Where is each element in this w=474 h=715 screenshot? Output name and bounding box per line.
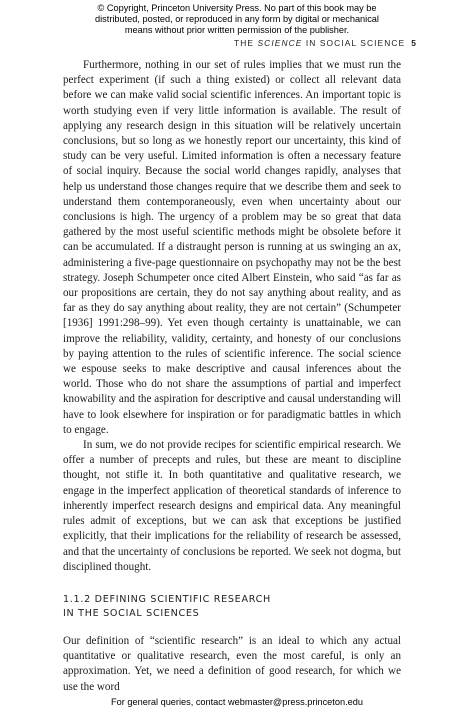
running-head: [234, 38, 417, 48]
footer-contact: For general queries, contact webmaster@press.princeton.edu: [111, 697, 363, 707]
section-paragraph: Our definition of “scientific research” is an ideal to which any actual quantitative or qualitative research, even the most careful, is only an approximation. Yet, we need a definition of good research, for which we use the word: [63, 634, 401, 693]
section-heading-line-2: IN THE SOCIAL SCIENCES: [63, 608, 200, 620]
section-heading-line-1: 1.1.2 DEFINING SCIENTIFIC RESEARCH: [63, 593, 271, 605]
running-head-emphasis: SCIENCE: [257, 38, 303, 48]
body-paragraph: Furthermore, nothing in our set of rules implies that we must run the perfect experiment (if such a thing existed) or collect all relevant data before we can make valid social scientific inferences. An important topic is worth studying even if very little information is available. The result of applying any research design in this situation will be relatively uncertain conclusions, but so long as we honestly report our uncertainty, this kind of study can be very useful. Limited information is often a necessary feature of social inquiry. Because the social world changes rapidly, analyses that help us understand those changes require that we describe them and seek to understand them contemporaneously, even when uncertainty about our conclusions is high. The urgency of a problem may be so great that data gathered by the most useful scientific methods might be obsolete before it can be accumulated. If a distraught person is running at us swinging an ax, administering a five-page questionnaire on psychopathy may not be the best strategy. Joseph Schumpeter once cited Albert Einstein, who said “as far as our propositions are certain, they do not say anything about reality, and as far as they do say anything about reality, they are not certain” (Schumpeter [1936] 1991:298–99). Yet even though certainty is unattainable, we can improve the reliability, validity, certainty, and honesty of our conclusions by paying attention to the rules of scientific inference. The social science we espouse seeks to make descriptive and causal inferences about the world. Those who do not share the assumptions of partial and imperfect knowability and the aspiration for descriptive and causal understanding will have to look elsewhere for inspiration or for paradigmatic battles in which to engage.: [63, 59, 401, 436]
running-head-suffix: IN SOCIAL SCIENCE: [302, 38, 406, 48]
running-head-prefix: THE: [234, 38, 258, 48]
copyright-line-1: © Copyright, Princeton University Press. No part of this book may be: [97, 3, 377, 13]
section-heading: [63, 593, 401, 622]
copyright-line-2: distributed, posted, or reproduced in any form by digital or mechanical: [95, 14, 379, 24]
body-paragraph: In sum, we do not provide recipes for scientific empirical research. We offer a number of precepts and rules, but these are meant to discipline thought, not stifle it. In both quantitative and qualitative research, we engage in the imperfect application of theoretical standards of inference to inherently imperfect research designs and empirical data. Any meaningful rules admit of exceptions, but we can ask that exceptions be justified explicitly, that their implications for the reliability of research be assessed, and that the uncertainty of conclusions be reported. We seek not dogma, but disciplined thought.: [63, 439, 401, 573]
copyright-line-3: means without prior written permission of the publisher.: [124, 25, 350, 35]
page-number: 5: [411, 38, 417, 48]
copyright-notice: [0, 3, 474, 36]
page-body: [63, 58, 401, 695]
